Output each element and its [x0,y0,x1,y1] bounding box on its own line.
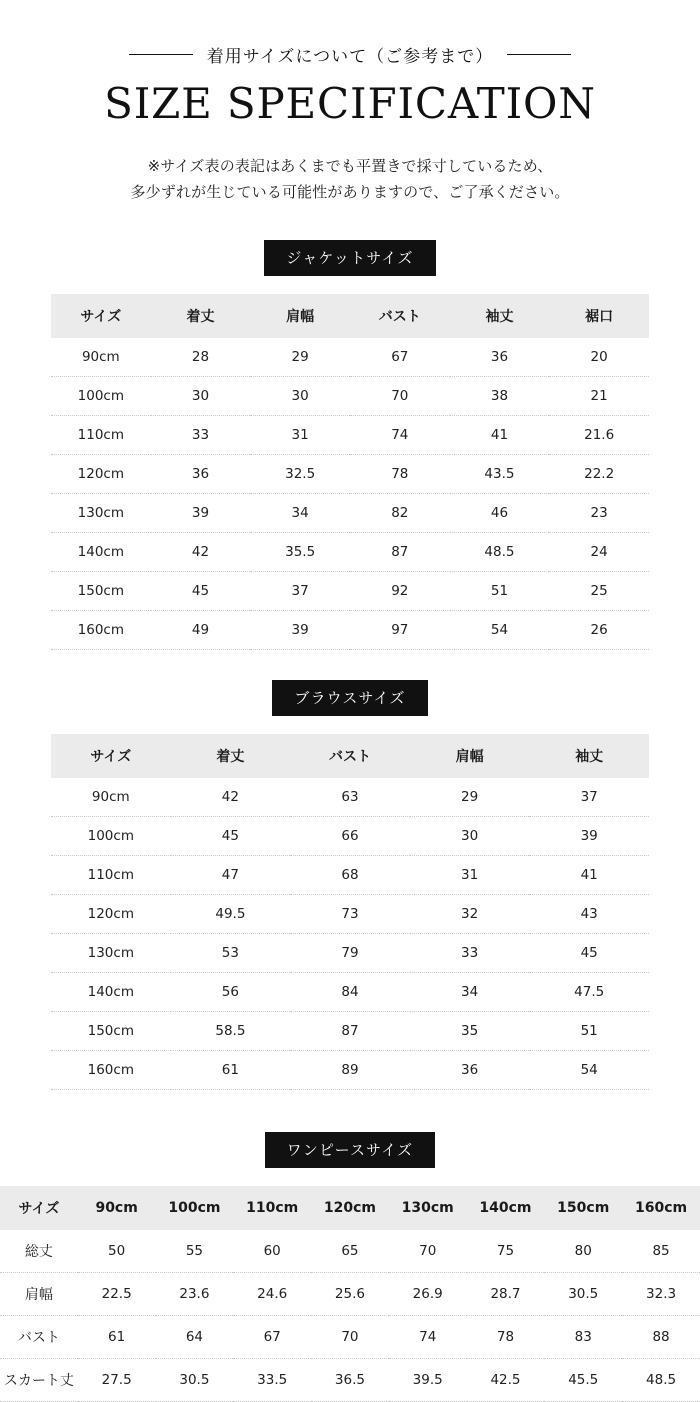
table-row [0,1358,700,1401]
cell: 41 [450,415,550,454]
cell: 26 [549,610,649,649]
column-header: 着丈 [171,734,291,778]
section-label-wrap-blouse [0,680,700,716]
table-row [51,415,649,454]
cell: 66 [290,816,410,855]
column-header: 100cm [156,1186,234,1230]
cell: 60 [233,1230,311,1273]
cell: 67 [233,1315,311,1358]
column-header: 袖丈 [529,734,649,778]
table-row [51,816,649,855]
disclaimer-line-2: 多少ずれが生じている可能性がありますので、ご了承ください。 [130,183,570,202]
cell: 32 [410,894,530,933]
cell: 51 [450,571,550,610]
cell: 46 [450,493,550,532]
column-header: 160cm [622,1186,700,1230]
cell: 89 [290,1050,410,1089]
cell: 55 [156,1230,234,1273]
cell: 110cm [51,855,171,894]
column-header: バスト [350,294,450,338]
cell: 78 [467,1315,545,1358]
table-header-row [0,1186,700,1230]
cell: 63 [290,778,410,817]
cell: 30 [151,376,251,415]
cell: 49.5 [171,894,291,933]
cell: 45 [171,816,291,855]
cell: 61 [78,1315,156,1358]
cell: 87 [350,532,450,571]
rule-right-icon [507,54,571,55]
cell: 25.6 [311,1272,389,1315]
cell: 42.5 [467,1358,545,1401]
section-label-blouse: ブラウスサイズ [272,680,427,716]
cell: 42 [151,532,251,571]
cell: 31 [410,855,530,894]
page-title: SIZE SPECIFICATION [104,79,596,128]
cell: 39.5 [389,1358,467,1401]
cell: 54 [450,610,550,649]
cell: 35 [410,1011,530,1050]
cell: 45 [529,933,649,972]
disclaimer-note [0,153,700,206]
cell: 88 [622,1315,700,1358]
cell: 35.5 [250,532,350,571]
cell: 30.5 [156,1358,234,1401]
cell: 160cm [51,610,151,649]
cell: 70 [311,1315,389,1358]
cell: 150cm [51,571,151,610]
cell: 51 [529,1011,649,1050]
cell: 23 [549,493,649,532]
cell: 43.5 [450,454,550,493]
cell: 30.5 [544,1272,622,1315]
cell: 92 [350,571,450,610]
page-header [0,0,700,206]
cell: 53 [171,933,291,972]
table-row [51,493,649,532]
cell: 41 [529,855,649,894]
cell: 90cm [51,338,151,377]
cell: 37 [250,571,350,610]
table-row [51,532,649,571]
cell: 70 [350,376,450,415]
cell: 21.6 [549,415,649,454]
cell: 20 [549,338,649,377]
cell: 75 [467,1230,545,1273]
cell: 31 [250,415,350,454]
cell: 24.6 [233,1272,311,1315]
cell: 21 [549,376,649,415]
cell: 29 [250,338,350,377]
cell: 39 [250,610,350,649]
rule-left-icon [129,54,193,55]
section-jacket [0,240,700,650]
table-row [51,972,649,1011]
table-row [51,610,649,649]
cell: 26.9 [389,1272,467,1315]
table-row [51,894,649,933]
cell: 47 [171,855,291,894]
cell: 64 [156,1315,234,1358]
cell: 33.5 [233,1358,311,1401]
cell: 97 [350,610,450,649]
cell: 37 [529,778,649,817]
cell: 45 [151,571,251,610]
cell: 65 [311,1230,389,1273]
cell: 130cm [51,933,171,972]
cell: 56 [171,972,291,1011]
table-row [51,454,649,493]
cell: 150cm [51,1011,171,1050]
column-header: サイズ [0,1186,78,1230]
cell: 36 [410,1050,530,1089]
column-header: サイズ [51,734,171,778]
row-header: スカート丈 [0,1358,78,1401]
cell: 70 [389,1230,467,1273]
column-header: 120cm [311,1186,389,1230]
cell: 47.5 [529,972,649,1011]
column-header: 肩幅 [250,294,350,338]
section-label-onepiece: ワンピースサイズ [265,1132,436,1168]
cell: 38 [450,376,550,415]
table-header-row [51,734,649,778]
section-label-wrap-jacket [0,240,700,276]
column-header: 130cm [389,1186,467,1230]
cell: 34 [410,972,530,1011]
cell: 36 [151,454,251,493]
cell: 74 [350,415,450,454]
table-header-row [51,294,649,338]
cell: 49 [151,610,251,649]
cell: 42 [171,778,291,817]
table-row [0,1315,700,1358]
cell: 100cm [51,376,151,415]
cell: 84 [290,972,410,1011]
cell: 83 [544,1315,622,1358]
cell: 39 [529,816,649,855]
cell: 78 [350,454,450,493]
cell: 36 [450,338,550,377]
row-header: 肩幅 [0,1272,78,1315]
table-row [51,778,649,817]
section-label-jacket: ジャケットサイズ [264,240,435,276]
cell: 32.5 [250,454,350,493]
cell: 87 [290,1011,410,1050]
cell: 120cm [51,454,151,493]
cell: 30 [250,376,350,415]
cell: 24 [549,532,649,571]
cell: 140cm [51,972,171,1011]
cell: 82 [350,493,450,532]
cell: 79 [290,933,410,972]
jacket-size-table [51,294,649,650]
cell: 22.2 [549,454,649,493]
column-header: 150cm [544,1186,622,1230]
cell: 27.5 [78,1358,156,1401]
table-row [51,571,649,610]
onepiece-size-table [0,1186,700,1402]
cell: 28.7 [467,1272,545,1315]
cell: 33 [151,415,251,454]
column-header: 140cm [467,1186,545,1230]
cell: 33 [410,933,530,972]
table-row [51,338,649,377]
section-onepiece [0,1132,700,1402]
cell: 61 [171,1050,291,1089]
row-header: バスト [0,1315,78,1358]
cell: 90cm [51,778,171,817]
column-header: 肩幅 [410,734,530,778]
cell: 22.5 [78,1272,156,1315]
cell: 43 [529,894,649,933]
cell: 74 [389,1315,467,1358]
column-header: サイズ [51,294,151,338]
cell: 48.5 [622,1358,700,1401]
cell: 25 [549,571,649,610]
cell: 160cm [51,1050,171,1089]
cell: 28 [151,338,251,377]
section-blouse [0,680,700,1090]
table-row [51,855,649,894]
cell: 80 [544,1230,622,1273]
row-header: 総丈 [0,1230,78,1273]
table-row [0,1230,700,1273]
table-row [51,376,649,415]
column-header: 110cm [233,1186,311,1230]
page-subtitle: 着用サイズについて（ご参考まで） [206,47,494,67]
cell: 140cm [51,532,151,571]
subtitle-row [0,42,700,67]
table-row [0,1272,700,1315]
cell: 120cm [51,894,171,933]
cell: 32.3 [622,1272,700,1315]
column-header: 袖丈 [450,294,550,338]
cell: 130cm [51,493,151,532]
blouse-size-table [51,734,649,1090]
cell: 29 [410,778,530,817]
cell: 54 [529,1050,649,1089]
cell: 34 [250,493,350,532]
cell: 30 [410,816,530,855]
cell: 39 [151,493,251,532]
disclaimer-line-1: ※サイズ表の表記はあくまでも平置きで採寸しているため、 [147,157,553,176]
column-header: 裾口 [549,294,649,338]
cell: 50 [78,1230,156,1273]
cell: 85 [622,1230,700,1273]
table-row [51,1050,649,1089]
section-label-wrap-onepiece [0,1132,700,1168]
cell: 48.5 [450,532,550,571]
cell: 110cm [51,415,151,454]
column-header: 着丈 [151,294,251,338]
table-row [51,933,649,972]
cell: 36.5 [311,1358,389,1401]
cell: 68 [290,855,410,894]
cell: 73 [290,894,410,933]
cell: 58.5 [171,1011,291,1050]
column-header: 90cm [78,1186,156,1230]
cell: 100cm [51,816,171,855]
cell: 45.5 [544,1358,622,1401]
cell: 23.6 [156,1272,234,1315]
cell: 67 [350,338,450,377]
column-header: バスト [290,734,410,778]
table-row [51,1011,649,1050]
